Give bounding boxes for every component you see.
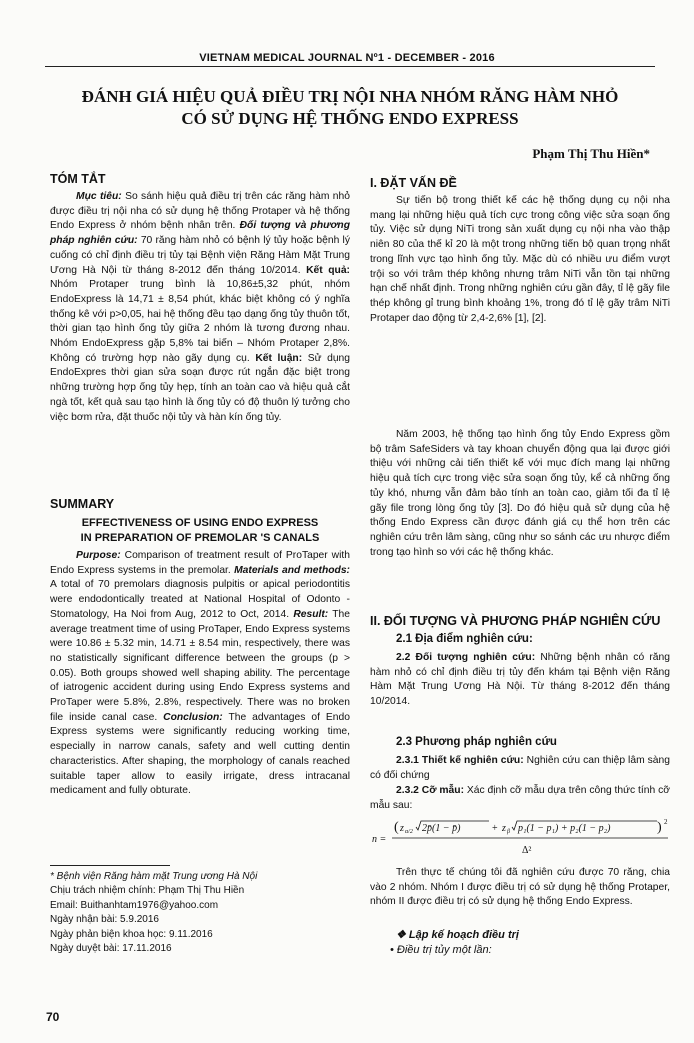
label-ket-luan: Kết luận: [255, 352, 303, 364]
formula-paren-close: ) [657, 820, 662, 835]
subsection-2-3-1-text: Nghiên cứu can thiệp lâm sàng có đối chứng [370, 755, 670, 781]
title-line-1: ĐÁNH GIÁ HIỆU QUẢ ĐIỀU TRỊ NỘI NHA NHÓM RĂNG HÀM NHỎ [81, 87, 619, 106]
formula-square: 2 [664, 818, 668, 826]
summary-title-line-1: EFFECTIVENESS OF USING ENDO EXPRESS [81, 517, 319, 529]
single-visit-bullet: • Điều trị tủy một lần: [390, 944, 492, 956]
subsection-2-3-2 [370, 784, 670, 813]
label-conclusion: Conclusion: [163, 711, 223, 723]
section2-heading: II. ĐỐI TƯỢNG VÀ PHƯƠNG PHÁP NGHIÊN CỨU [370, 614, 661, 628]
header-rule [45, 66, 655, 67]
formula-beta-sub: β [507, 829, 510, 835]
subsection-2-3-1-label: 2.3.1 Thiết kế nghiên cứu: [396, 755, 524, 766]
sample-size-formula [370, 818, 670, 862]
formula-paren-open: ( [394, 820, 399, 835]
section1-paragraph-2: Năm 2003, hệ thống tạo hình ống tủy Endo Express gồm bộ trâm SafeSiders và tay khoan chuyển động qua lại được giới thiệu với những cải tiến thiết kế với mục đích mang lại những hiệu quả tích cực trong việc sửa soạn ống tủy, kể cả những ống tủy khó, nhưng vẫn đảm bảo tính an toàn cao, giảm tối đa tỉ lệ gãy file trong lòng ống tủy [3]. Do đó hiệu quả sử dụng của hệ thống Endo Express cần được đánh giá cụ thể hơn trên các nghiên cứu trên lâm sàng, cũng như so sánh các ưu nhược điểm trong tạo hình so với các hệ thống khác. [370, 429, 670, 558]
section2-paragraph-sample: Trên thực tế chúng tôi đã nghiên cứu được 70 răng, chia vào 2 nhóm. Nhóm I được điều trị có sử dụng hệ thống Protaper, nhóm II được điều trị có sử dụng hệ thống Endo Express. [370, 867, 670, 908]
summary-heading: SUMMARY [50, 497, 115, 511]
section1-paragraph-1: Sự tiến bộ trong thiết kế các hệ thống dụng cụ nội nha mang lại những hiệu quả tích cực trong công việc sửa soạn ống tủy. Việc sử dụng NiTi trong sản xuất dụng cụ nội nha vào thập niên 80 của thế kỉ 20 là một trong những tiến bộ quan trọng nhất trong lĩnh vực tạo hình ống tủy. Mặc dù có nhiều ưu điểm vượt trội so với trâm thép không nhưng trâm NiTi vẫn tồn tại những hạn chế nhất định. Trong những nghiên cứu gần đây, tỉ lệ gãy file thép không gỉ trung bình khoảng 1%, trong đó tỉ lệ gãy trâm NiTi Protaper dao động từ 2,4-2,6% [1], [2]. [370, 195, 670, 324]
subsection-2-3: 2.3 Phương pháp nghiên cứu [396, 736, 557, 748]
footnote-rule [50, 865, 170, 866]
author-name: Phạm Thị Thu Hiền* [532, 146, 650, 161]
subsection-2-2 [370, 651, 670, 710]
text-ket-luan: Sử dụng EndoExpres thời gian sửa soạn được rút ngắn đặc biệt trong những trường hợp ống tủy hẹp, tính an toàn cao và hiệu quả cắt ngà tốt, kết quả sau tạo hình là ống tủy có độ thuôn lý tưởng cho việc bơm rửa, đặt thuốc nội tủy và hàn kín ống tủy. [50, 352, 350, 423]
footnote-accepted: Ngày duyệt bài: 17.11.2016 [50, 943, 172, 955]
section1-heading: I. ĐẶT VẤN ĐỀ [370, 176, 457, 190]
subsection-2-2-text: Những bệnh nhân có răng hàm nhỏ có chỉ định điều trị tủy đến khám tại Bệnh viện Răng Hàm Mặt Trung Ương Hà Nội. Từ tháng 8-2012 đến tháng 10/2014. [370, 652, 670, 708]
formula-z-alpha: z [400, 823, 404, 834]
article-title [60, 86, 640, 130]
subsection-2-2-label: 2.2 Đối tượng nghiên cứu: [396, 652, 536, 663]
label-doi-tuong: Đối tượng và phương pháp nghiên cứu: [50, 220, 350, 247]
footnote-responsible: Chịu trách nhiệm chính: Phạm Thị Thu Hiền [50, 885, 245, 897]
label-purpose: Purpose: [76, 550, 121, 561]
label-muc-tieu: Mục tiêu: [76, 191, 122, 202]
treatment-plan-bullet: ❖ Lập kế hoạch điều trị [396, 929, 519, 941]
subsection-2-3-2-label: 2.3.2 Cỡ mẫu: [396, 785, 465, 796]
label-methods: Materials and methods: [234, 564, 350, 576]
formula-delta: Δ² [522, 845, 532, 856]
formula-graphic [370, 818, 670, 862]
footnote-received: Ngày nhận bài: 5.9.2016 [50, 914, 159, 926]
summary-title [50, 516, 350, 546]
summary-abstract [50, 549, 350, 799]
formula-term-1: 2p̄(1 − p̄) [422, 823, 461, 834]
footnote-affiliation: * Bệnh viện Răng hàm mặt Trung ương Hà Nội [50, 871, 258, 882]
text-muc-tieu: So sánh hiệu quả điều trị trên các răng hàm nhỏ được điều trị nội nha có sử dụng hệ thống Protaper và hệ thống Endo Express ở nhóm bệnh nhân trên. [50, 191, 350, 232]
subsection-2-3-1 [370, 754, 670, 783]
text-purpose: Comparison of treatment result of ProTaper with Endo Express systems in the premolar. [50, 550, 350, 576]
text-methods: A total of 70 premolars diagnosis pulpitis or apical periodontitis were endodontically treated at National Hospital of Odonto - Stomatology, Ha Noi from Aug, 2012 to Oct, 2014. [50, 579, 350, 620]
tomtat-abstract [50, 190, 350, 425]
formula-term-2: p₁(1 − p₁) + p₂(1 − p₂) [518, 823, 611, 834]
journal-header: VIETNAM MEDICAL JOURNAL Nº1 - DECEMBER - 2016 [199, 52, 495, 64]
summary-title-line-2: IN PREPARATION OF PREMOLAR 'S CANALS [80, 532, 320, 544]
footnote [50, 870, 350, 956]
text-doi-tuong: 70 răng hàm nhỏ có bệnh lý tủy hoặc bệnh lý cuống có chỉ định điều trị tủy tại Bệnh viện Răng Hàm Mặt Trung Ương Hà Nội từ tháng 8-2012 đến tháng 10/2014. [50, 235, 350, 276]
formula-plus: + [492, 823, 498, 834]
formula-n: n = [372, 834, 387, 845]
formula-z-beta: z [502, 823, 506, 834]
title-line-2: CÓ SỬ DỤNG HỆ THỐNG ENDO EXPRESS [181, 109, 519, 128]
formula-alpha-sub: α/2 [405, 829, 413, 835]
page-number: 70 [46, 1010, 60, 1024]
label-ket-qua: Kết quả: [306, 264, 350, 276]
text-ket-qua: Nhóm Protaper trung bình là 10,86±5,32 phút, nhóm EndoExpress là 14,71 ± 8,54 phút, khác biệt không có ý nghĩa thống kê với p>0,05, hai hệ thống đều tạo dạng ống tủy thuôn tốt, thời gian tạo hình ống tủy giữa 2 nhóm là tương đương nhau. Nhóm EndoExpress gặp 5,8% tai biến – Nhóm Protaper 2,8%. Không có trường hợp nào gãy dụng cụ. [50, 279, 350, 364]
subsection-2-1: 2.1 Địa điểm nghiên cứu: [396, 633, 533, 645]
footnote-email: Email: Buithanhtam1976@yahoo.com [50, 899, 219, 911]
subsection-2-3-2-text: Xác định cỡ mẫu dựa trên công thức tính cỡ mẫu sau: [370, 785, 671, 811]
tomtat-heading: TÓM TẮT [50, 172, 106, 186]
text-result: The average treatment time of using ProTaper, Endo Express systems were 10.86 ± 5.32 min, 14.71 ± 8.54 min, respectively, there was no statistically significant difference between the groups (p > 0.05). Both groups showed well shaping ability. The percentage of iatrogenic accident during using Endo Express systems and ProTaper were 5.8%, 2.8%, respectively. There was no broken file inside canal case. [50, 608, 350, 723]
label-result: Result: [293, 608, 329, 620]
text-conclusion: The advantages of Endo Express systems were significantly reducing working time, especially in narrow canals, safety and well cutting dentin characteristics. After shaping, the morphology of canals reached suitable taper allow to easily irrigate, dress intracanal medicament and fully obturate. [50, 711, 350, 797]
footnote-reviewed: Ngày phản biện khoa học: 9.11.2016 [50, 928, 213, 940]
